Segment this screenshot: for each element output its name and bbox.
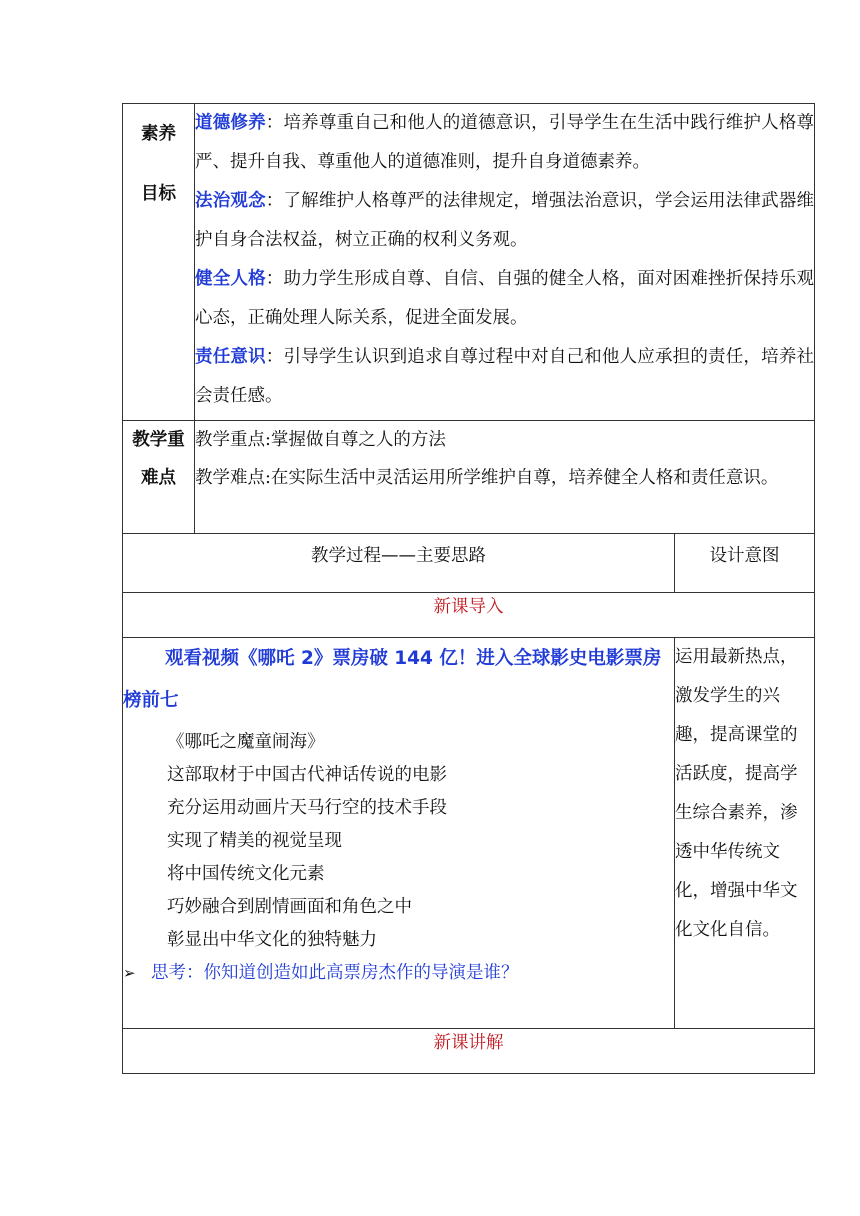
literacy-goals-label xyxy=(123,104,195,421)
goal-name: 健全人格 xyxy=(195,269,266,289)
intro-line: 充分运用动画片天马行空的技术手段 xyxy=(167,798,447,818)
intro-content-row xyxy=(123,638,815,1029)
lecture-section-title: 新课讲解 xyxy=(123,1029,815,1074)
intro-section-row xyxy=(123,593,815,638)
intro-design-intent: 运用最新热点，激发学生的兴趣，提高课堂的活跃度，提高学生综合素养，渗透中华传统文化，增强中华文化文化自信。 xyxy=(675,638,815,1029)
goal-text: 引导学生认识到追求自尊过程中对自己和他人应承担的责任，培养社会责任感。 xyxy=(195,347,815,406)
goal-item xyxy=(195,182,814,260)
goal-item xyxy=(195,104,814,182)
teaching-focus: 教学重点:掌握做自尊之人的方法 xyxy=(195,430,446,450)
teaching-difficulty: 教学难点:在实际生活中灵活运用所学维护自尊，培养健全人格和责任意识。 xyxy=(195,468,779,488)
goal-separator: ： xyxy=(265,347,284,367)
intro-line: 这部取材于中国古代神话传说的电影 xyxy=(167,765,447,785)
process-header-main: 教学过程——主要思路 xyxy=(123,534,675,593)
key-points-row xyxy=(123,421,815,534)
goal-text: 培养尊重自己和他人的道德意识，引导学生在生活中践行维护人格尊严、提升自我、尊重他人的道德准则，提升自身道德素养。 xyxy=(195,113,815,172)
intro-line: 彰显出中华文化的独特魅力 xyxy=(167,930,377,950)
intro-lines xyxy=(167,726,674,957)
intro-line: 巧妙融合到剧情画面和角色之中 xyxy=(167,897,412,917)
goal-separator: ： xyxy=(265,191,284,211)
lesson-plan-table xyxy=(122,103,815,1074)
intro-main-content xyxy=(123,638,675,1029)
think-question: 思考：你知道创造如此高票房杰作的导演是谁？ xyxy=(151,963,519,983)
literacy-goals-content xyxy=(195,104,815,421)
goal-separator: ： xyxy=(265,113,284,133)
goal-text: 了解维护人格尊严的法律规定，增强法治意识，学会运用法律武器维护自身合法权益，树立正确的权利义务观。 xyxy=(195,191,815,250)
intro-line: 将中国传统文化元素 xyxy=(167,864,325,884)
goal-item xyxy=(195,338,814,416)
intro-line: 《哪吒之魔童闹海》 xyxy=(167,732,325,752)
goal-name: 法治观念 xyxy=(195,191,266,211)
process-header-intent: 设计意图 xyxy=(675,534,815,593)
label-line: 教学重 xyxy=(132,430,185,450)
video-title: 观看视频《哪吒 2》票房破 144 亿！进入全球影史电影票房榜前七 xyxy=(123,648,662,711)
label-line: 目标 xyxy=(141,184,176,204)
goal-text: 助力学生形成自尊、自信、自强的健全人格，面对困难挫折保持乐观心态，正确处理人际关系，促进全面发展。 xyxy=(195,269,815,328)
intro-line: 实现了精美的视觉呈现 xyxy=(167,831,342,851)
key-points-label xyxy=(123,421,195,534)
label-line: 难点 xyxy=(141,468,176,488)
process-header-row xyxy=(123,534,815,593)
literacy-goals-row xyxy=(123,104,815,421)
goal-name: 责任意识 xyxy=(195,347,266,367)
goal-name: 道德修养 xyxy=(195,113,266,133)
think-question-line xyxy=(123,957,674,989)
goal-separator: ： xyxy=(265,269,284,289)
arrow-bullet-icon: ➢ xyxy=(123,964,136,982)
label-line: 素养 xyxy=(141,124,176,144)
lecture-section-row xyxy=(123,1029,815,1074)
goal-item xyxy=(195,260,814,338)
key-points-content xyxy=(195,421,815,534)
intro-section-title: 新课导入 xyxy=(123,593,815,638)
